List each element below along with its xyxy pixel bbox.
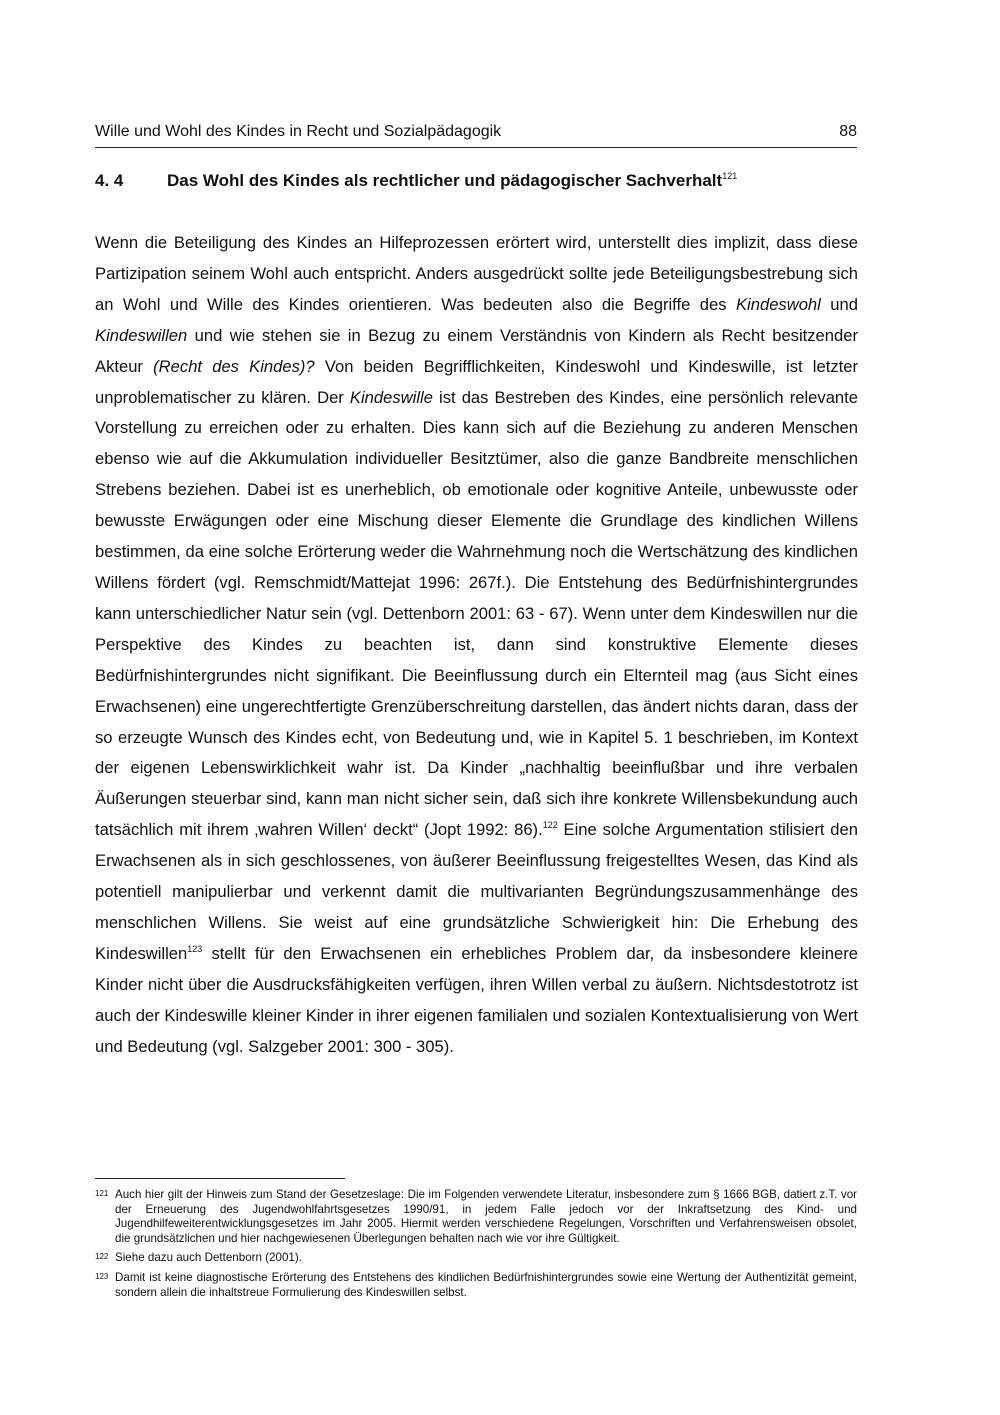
footnote-item <box>95 1271 857 1300</box>
italic-term-kindeswillen: Kindeswillen <box>95 325 188 345</box>
footnote-ref-123[interactable]: 123 <box>187 943 203 954</box>
body-paragraph <box>95 228 858 1062</box>
body-text-segment: Von beiden Begrifflichkeiten, Kindeswohl und Kindeswille, ist letzter unproblematischer zu klären. Der <box>95 356 858 407</box>
footnote-separator <box>95 1178 345 1179</box>
body-text-segment: stellt für den Erwachsenen ein erhebliches Problem dar, da insbesondere kleinere Kinder nicht über die Ausdrucksfähigkeiten verfügen, ihren Willen verbal zu äußern. Nichtsdestotrotz ist auch der Kindeswille kleiner Kinder in ihrer eigenen familialen und sozialen Kontextualisierung von Wert und Bedeutung (vgl. Salzgeber 2001: 300 - 305). <box>95 943 858 1056</box>
section-heading <box>95 170 857 192</box>
footnote-item <box>95 1188 857 1246</box>
running-header <box>95 118 857 148</box>
body-text-segment: und <box>820 294 858 314</box>
footnote-item <box>95 1251 857 1266</box>
header-title: Wille und Wohl des Kindes in Recht und Sozialpädagogik <box>95 123 502 140</box>
italic-term-kindeswohl: Kindeswohl <box>735 294 821 314</box>
footnote-ref-121[interactable]: 121 <box>722 171 738 181</box>
italic-term-recht-des-kindes: (Recht des Kindes)? <box>153 356 315 376</box>
footnote-text: Auch hier gilt der Hinweis zum Stand der Gesetzeslage: Die im Folgenden verwendete Literatur, insbesondere zum § 1666 BGB, datiert z.T. vor der Erneuerung des Jugendwohlfahrtsgesetzes 1990/91, in jedem Falle jedoch vor der Inkraftsetzung des Kind- und Jugendhilfeweiterentwicklungsgesetzes im Jahr 2005. Hiermit werden verschiedene Regelungen, Vorschriften und Verfahrensweisen obsolet, die grundsätzlichen und hier nachgewiesenen Überlegungen behalten nach wie vor ihre Gültigkeit. <box>115 1188 857 1245</box>
body-text-segment: und wie stehen sie in Bezug zu einem Verständnis von Kindern als Recht besitzender Akteur <box>95 325 858 376</box>
body-text-segment: Wenn die Beteiligung des Kindes an Hilfeprozessen erörtert wird, unterstellt dies implizit, dass diese Partizipation seinem Wohl auch entspricht. Anders ausgedrückt sollte jede Beteiligungsbestrebung sich an Wohl und Wille des Kindes orientieren. Was bedeuten also die Begriffe des <box>95 233 858 314</box>
footnote-mark: 121 <box>95 1189 109 1198</box>
body-text-segment: Eine solche Argumentation stilisiert den Erwachsenen als in sich geschlossenes, von äußerer Beeinflussung freigestelltes Wesen, das Kind als potentiell manipulierbar und verkennt damit die multivarianten Begründungszusammenhänge des menschlichen Willens. Sie weist auf eine grundsätzliche Schwierigkeit hin: Die Erhebung des Kindeswillen <box>95 820 858 963</box>
page-number: 88 <box>839 123 857 140</box>
footnote-text: Damit ist keine diagnostische Erörterung des Entstehens des kindlichen Bedürfnishintergrundes sowie eine Wertung der Authentizität gemeint, sondern allein die inhaltstreue Formulierung des Kindeswillen selbst. <box>115 1270 857 1299</box>
footnote-mark: 123 <box>95 1271 109 1281</box>
italic-term-kindeswille: Kindeswille <box>349 387 433 407</box>
section-number: 4. 4 <box>95 171 124 190</box>
footnote-ref-122[interactable]: 122 <box>542 820 558 831</box>
footnote-text: Siehe dazu auch Dettenborn (2001). <box>115 1251 302 1265</box>
footnotes <box>95 1188 857 1305</box>
section-title-text: Das Wohl des Kindes als rechtlicher und pädagogischer Sachverhalt <box>167 171 723 190</box>
footnote-mark: 122 <box>95 1252 109 1262</box>
body-text-segment: ist das Bestreben des Kindes, eine persönlich relevante Vorstellung zu erreichen oder zu erhalten. Dies kann sich auf die Beziehung zu anderen Menschen ebenso wie auf die Akkumulation individueller Besitztümer, also die ganze Bandbreite menschlichen Strebens beziehen. Dabei ist es unerheblich, ob emotionale oder kognitive Anteile, unbewusste oder bewusste Erwägungen oder eine Mischung dieser Elemente die Grundlage des kindlichen Willens bestimmen, da eine solche Erörterung weder die Wahrnehmung noch die Wertschätzung des kindlichen Willens fördert (vgl. Remschmidt/Mattejat 1996: 267f.). Die Entstehung des Bedürfnishintergrundes kann unterschiedlicher Natur sein (vgl. Dettenborn 2001: 63 - 67). Wenn unter dem Kindeswillen nur die Perspektive des Kindes zu beachten ist, dann sind konstruktive Elemente dieses Bedürfnishintergrundes nicht signifikant. Die Beeinflussung durch ein Elternteil mag (aus Sicht eines Erwachsenen) eine ungerechtfertigte Grenzüberschreitung darstellen, das ändert nichts daran, dass der so erzeugte Wunsch des Kindes echt, von Bedeutung und, wie in Kapitel 5. 1 beschrieben, im Kontext der eigenen Lebenswirklichkeit wahr ist. Da Kinder „nachhaltig beeinflußbar und ihre verbalen Äußerungen steuerbar sind, kann man nicht sicher sein, daß sich ihre konkrete Willensbekundung auch tatsächlich mit ihrem ‚wahren Willen‘ deckt“ (Jopt 1992: 86). <box>95 387 858 840</box>
